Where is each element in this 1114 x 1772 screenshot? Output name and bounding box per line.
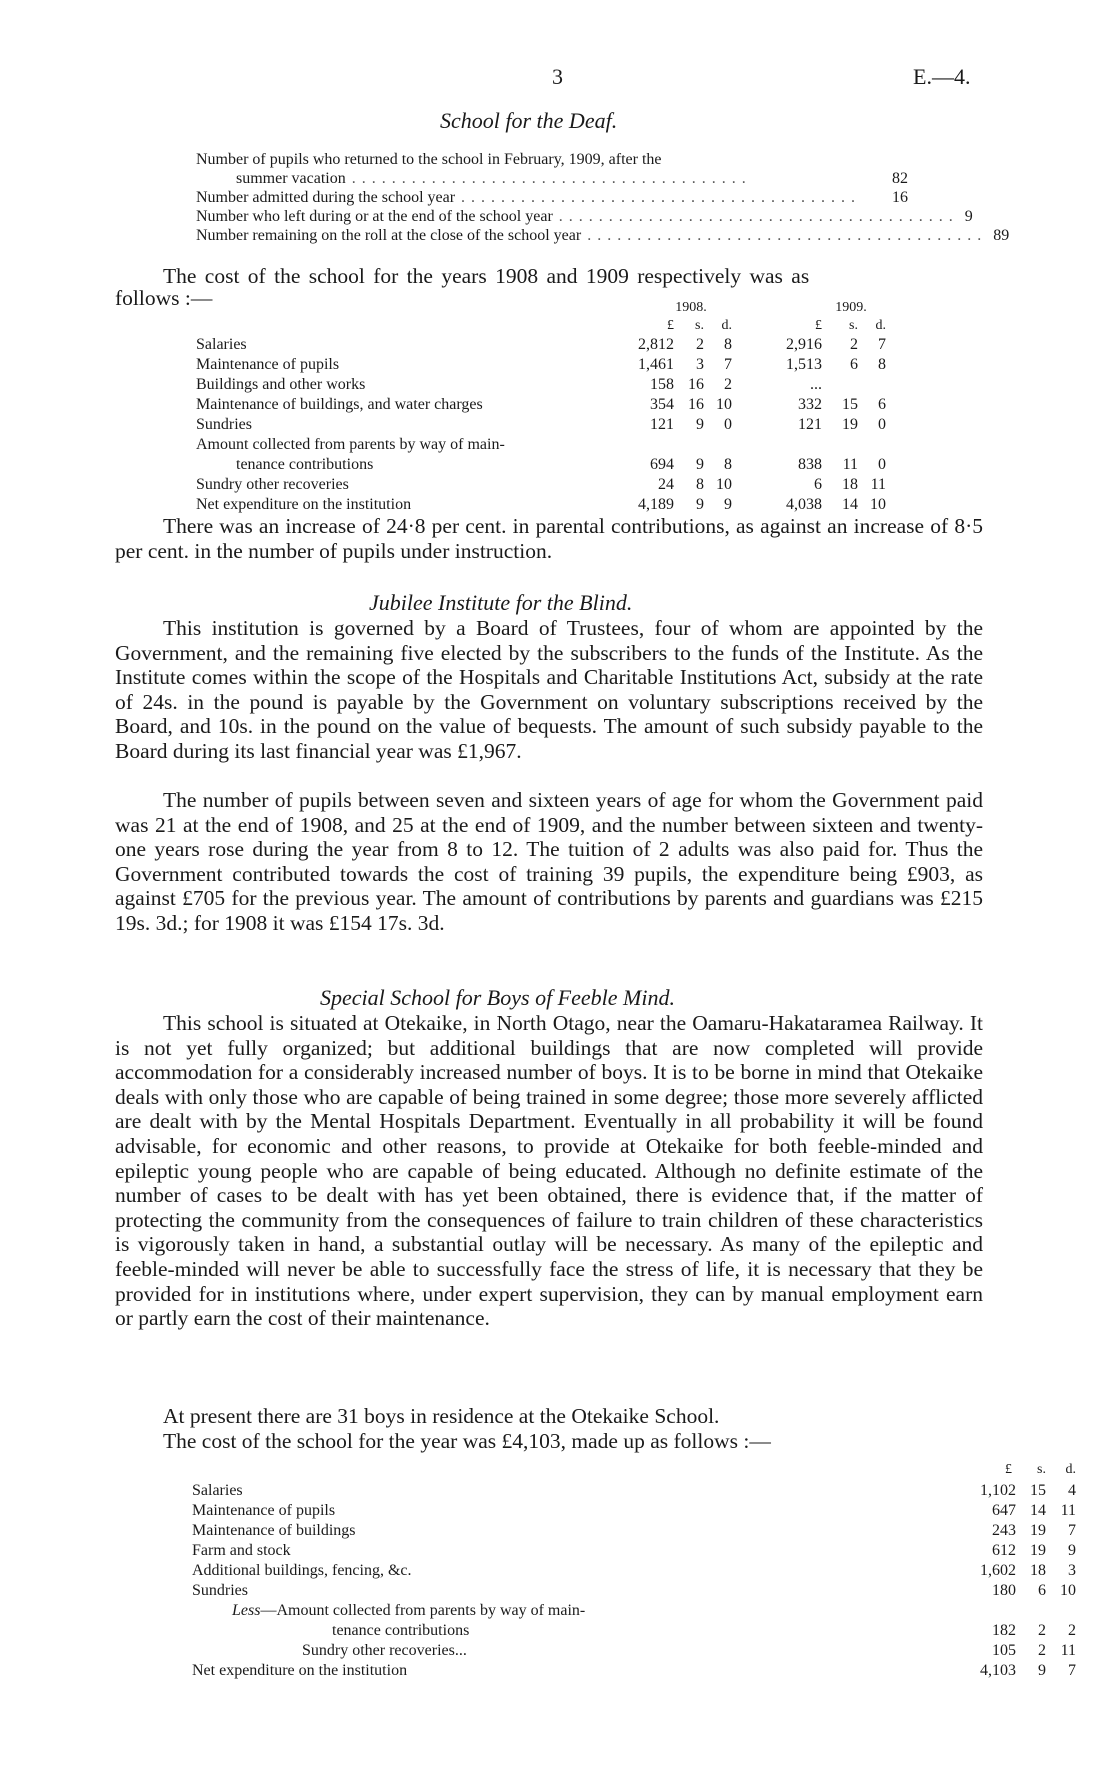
stat-label: Number remaining on the roll at the close of the school year <box>196 227 582 244</box>
stat-row <box>196 207 973 226</box>
year-header-1908: 1908. <box>675 300 707 315</box>
amount-pence: 2 <box>1068 1622 1076 1639</box>
row-label: Maintenance of pupils <box>192 1502 336 1519</box>
table-row <box>196 416 906 436</box>
row-label: tenance contributions <box>332 1622 470 1639</box>
row-label <box>232 1602 585 1620</box>
amount-shillings: 18 <box>1030 1562 1046 1579</box>
table-row <box>196 496 906 516</box>
leader-dots: ........................................ <box>461 189 862 206</box>
table-row <box>192 1662 1076 1682</box>
amount-pence: 7 <box>1068 1662 1076 1679</box>
amount-pence: 8 <box>878 356 886 373</box>
stat-label: summer vacation <box>236 170 346 187</box>
row-label: Maintenance of buildings <box>192 1522 356 1539</box>
amount-pence: 10 <box>716 396 732 413</box>
amount-pounds: 1,461 <box>638 356 674 373</box>
deaf-stats-list <box>196 150 1010 245</box>
amount-shillings: 6 <box>1038 1582 1046 1599</box>
table-row <box>192 1502 1076 1522</box>
amount-pounds: 694 <box>650 456 674 473</box>
amount-shillings: 19 <box>842 416 858 433</box>
section-title-feeble: Special School for Boys of Feeble Mind. <box>320 985 675 1010</box>
amount-shillings: 19 <box>1030 1542 1046 1559</box>
row-label: Sundries <box>192 1582 248 1599</box>
section-title-blind: Jubilee Institute for the Blind. <box>369 590 633 615</box>
amount-shillings: 2 <box>1038 1622 1046 1639</box>
deaf-cost-rows <box>196 336 906 516</box>
less-prefix: Less <box>232 1602 261 1619</box>
section-title-deaf: School for the Deaf. <box>440 108 618 133</box>
row-label: Additional buildings, fencing, &c. <box>192 1562 412 1579</box>
table-unit-header <box>196 318 906 336</box>
amount-pounds: 4,189 <box>638 496 674 513</box>
amount-pounds: 243 <box>992 1522 1016 1539</box>
stat-label: Number who left during or at the end of the school year <box>196 208 553 225</box>
stat-label: Number of pupils who returned to the school in February, 1909, after the <box>196 151 662 168</box>
unit-shillings: s. <box>695 318 704 333</box>
amount-shillings: 2 <box>1038 1642 1046 1659</box>
amount-shillings: 8 <box>696 476 704 493</box>
amount-pence: 9 <box>724 496 732 513</box>
amount-pounds: 612 <box>992 1542 1016 1559</box>
amount-pence: 4 <box>1068 1482 1076 1499</box>
amount-pence: 0 <box>878 456 886 473</box>
row-label: Net expenditure on the institution <box>196 496 412 513</box>
amount-pounds: 24 <box>658 476 674 493</box>
table-row <box>196 396 906 416</box>
amount-shillings: 9 <box>1038 1662 1046 1679</box>
feeble-cost-rows <box>192 1482 1076 1682</box>
row-label: Net expenditure on the institution <box>192 1662 408 1679</box>
unit-shillings: s. <box>849 318 858 333</box>
table-row <box>192 1642 1076 1662</box>
amount-pence: 11 <box>1060 1502 1076 1519</box>
amount-pounds: 121 <box>798 416 822 433</box>
amount-pounds: 121 <box>650 416 674 433</box>
row-label: Salaries <box>192 1482 243 1499</box>
amount-pence: 10 <box>716 476 732 493</box>
amount-pounds: 1,602 <box>980 1562 1016 1579</box>
amount-pounds: ... <box>810 376 822 393</box>
unit-pounds: £ <box>1005 1462 1012 1477</box>
row-label: Salaries <box>196 336 247 353</box>
feeble-cost-table <box>192 1462 1076 1722</box>
leader-dots: ........................................ <box>351 170 752 187</box>
table-row <box>192 1562 1076 1582</box>
stat-value: 16 <box>892 189 908 206</box>
amount-pounds: 354 <box>650 396 674 413</box>
amount-pounds: 2,916 <box>786 336 822 353</box>
stat-value: 82 <box>892 170 908 187</box>
amount-shillings: 14 <box>1030 1502 1046 1519</box>
amount-pounds: 182 <box>992 1622 1016 1639</box>
amount-pence: 10 <box>1060 1582 1076 1599</box>
amount-shillings: 16 <box>688 376 704 393</box>
amount-shillings: 19 <box>1030 1522 1046 1539</box>
amount-pence: 0 <box>878 416 886 433</box>
row-label: tenance contributions <box>236 456 374 473</box>
row-label: Sundry other recoveries <box>196 476 349 493</box>
amount-pence: 7 <box>724 356 732 373</box>
amount-shillings: 15 <box>842 396 858 413</box>
amount-pounds: 4,103 <box>980 1662 1016 1679</box>
amount-pounds: 838 <box>798 456 822 473</box>
amount-shillings: 9 <box>696 456 704 473</box>
table-row <box>192 1482 1076 1502</box>
amount-shillings: 15 <box>1030 1482 1046 1499</box>
amount-pounds: 158 <box>650 376 674 393</box>
amount-shillings: 11 <box>842 456 858 473</box>
table-row <box>196 376 906 396</box>
stat-value: 89 <box>993 227 1010 244</box>
stat-row <box>196 169 908 188</box>
stat-row <box>196 226 1010 245</box>
table-row <box>196 456 906 476</box>
table-row <box>192 1522 1076 1542</box>
amount-pounds: 180 <box>992 1582 1016 1599</box>
unit-pence: d. <box>721 318 732 333</box>
leader-dots: ........................................ <box>587 227 988 244</box>
amount-pounds: 647 <box>992 1502 1016 1519</box>
amount-pounds: 2,812 <box>638 336 674 353</box>
amount-shillings: 14 <box>842 496 858 513</box>
amount-pence: 11 <box>870 476 886 493</box>
row-label: Amount collected from parents by way of main- <box>196 436 505 453</box>
amount-pounds: 6 <box>814 476 822 493</box>
row-label: Buildings and other works <box>196 376 366 393</box>
table-row <box>192 1602 922 1622</box>
deaf-cost-table <box>196 300 906 512</box>
table-row <box>192 1582 1076 1602</box>
amount-pence: 9 <box>1068 1542 1076 1559</box>
stat-value: 9 <box>964 208 973 225</box>
stat-row <box>196 188 908 207</box>
table-row <box>192 1622 1076 1642</box>
cost-intro <box>115 264 983 289</box>
cost-intro-line-1: The cost of the school for the years 1908 and 1909 respectively was as <box>163 264 810 288</box>
stat-row <box>196 150 908 169</box>
table-year-header <box>196 300 906 318</box>
deaf-closing-paragraph: There was an increase of 24·8 per cent. in parental contributions, as against an increase of 8·5 per cent. in the number of pupils under instruction. <box>115 514 983 563</box>
amount-pounds: 1,102 <box>980 1482 1016 1499</box>
feeble-paragraph-1: This school is situated at Otekaike, in North Otago, near the Oamaru-Hakataramea Railway. It is not yet fully organized; but additional buildings that are now completed will provide accommodation for a considerably increased number of boys. It is to be borne in mind that Otekaike deals with only those who are capable of being trained in some degree; those more severely afflicted are dealt with by the Mental Hospitals Department. Eventually in all probability it will be found advisable, for economic and other reasons, to provide at Otekaike for both feeble-minded and epileptic young people who are capable of being educated. Although no definite estimate of the number of cases to be dealt with has yet been obtained, there is evidence that, if the matter of protecting the community from the consequences of failure to train children of these characteristics is vigorously taken in hand, a substantial outlay will be necessary. As many of the epileptic and feeble-minded will never be able to successfully face the stress of life, it is necessary that they be provided for in institutions where, under expert supervision, they can by manual employment earn or partly earn the cost of their maintenance. <box>115 1011 983 1331</box>
less-label-text: —Amount collected from parents by way of main- <box>260 1602 586 1619</box>
blind-paragraph-2: The number of pupils between seven and sixteen years of age for whom the Government paid was 21 at the end of 1908, and 25 at the end of 1909, and the number between sixteen and twenty-one years rose during the year from 8 to 12. The tuition of 2 adults was also paid for. Thus the Government contributed towards the cost of training 39 pupils, the expenditure being £903, as against £705 for the previous year. The amount of contributions by parents and guardians was £215 19s. 3d.; for 1908 it was £154 17s. 3d. <box>115 788 983 935</box>
row-label: Farm and stock <box>192 1542 291 1559</box>
amount-pence: 2 <box>724 376 732 393</box>
table-row <box>196 436 906 456</box>
unit-pounds: £ <box>667 318 674 333</box>
table-unit-header <box>192 1462 1076 1482</box>
page-number: 3 <box>552 64 563 89</box>
amount-pounds: 4,038 <box>786 496 822 513</box>
cost-intro-line-2: follows :— <box>115 286 213 310</box>
amount-shillings: 16 <box>688 396 704 413</box>
unit-pence: d. <box>1065 1462 1076 1477</box>
amount-pounds: 1,513 <box>786 356 822 373</box>
amount-pence: 7 <box>878 336 886 353</box>
table-row <box>192 1542 1076 1562</box>
table-row <box>196 356 906 376</box>
amount-pence: 0 <box>724 416 732 433</box>
amount-shillings: 2 <box>696 336 704 353</box>
table-row <box>196 476 906 496</box>
amount-pence: 11 <box>1060 1642 1076 1659</box>
row-label: Maintenance of buildings, and water charges <box>196 396 483 413</box>
amount-shillings: 3 <box>696 356 704 373</box>
amount-pence: 7 <box>1068 1522 1076 1539</box>
amount-shillings: 2 <box>850 336 858 353</box>
amount-pence: 6 <box>878 396 886 413</box>
amount-pence: 10 <box>870 496 886 513</box>
amount-shillings: 9 <box>696 496 704 513</box>
amount-pence: 8 <box>724 456 732 473</box>
leader-dots: ........................................ <box>558 208 959 225</box>
row-label: Sundries <box>196 416 252 433</box>
amount-pence: 3 <box>1068 1562 1076 1579</box>
row-label: Maintenance of pupils <box>196 356 340 373</box>
row-label: Sundry other recoveries... <box>302 1642 467 1659</box>
feeble-paragraph-3: The cost of the school for the year was £4,103, made up as follows :— <box>163 1429 771 1453</box>
document-code: E.—4. <box>913 64 971 89</box>
unit-pounds: £ <box>815 318 822 333</box>
amount-shillings: 18 <box>842 476 858 493</box>
amount-shillings: 6 <box>850 356 858 373</box>
blind-paragraph-1: This institution is governed by a Board of Trustees, four of whom are appointed by the Government, and the remaining five elected by the subscribers to the funds of the Institute. As the Institute comes within the scope of the Hospitals and Charitable Institutions Act, subsidy at the rate of 24s. in the pound is payable by the Government on voluntary subscriptions received by the Board, and 10s. in the pound on the value of bequests. The amount of such subsidy payable to the Board during its last financial year was £1,967. <box>115 616 983 763</box>
table-row <box>196 336 906 356</box>
unit-pence: d. <box>875 318 886 333</box>
stat-label: Number admitted during the school year <box>196 189 456 206</box>
amount-pence: 8 <box>724 336 732 353</box>
year-header-1909: 1909. <box>835 300 867 315</box>
amount-pounds: 105 <box>992 1642 1016 1659</box>
feeble-paragraph-2: At present there are 31 boys in residence at the Otekaike School. <box>163 1404 720 1428</box>
unit-shillings: s. <box>1037 1462 1046 1477</box>
amount-shillings: 9 <box>696 416 704 433</box>
amount-pounds: 332 <box>798 396 822 413</box>
